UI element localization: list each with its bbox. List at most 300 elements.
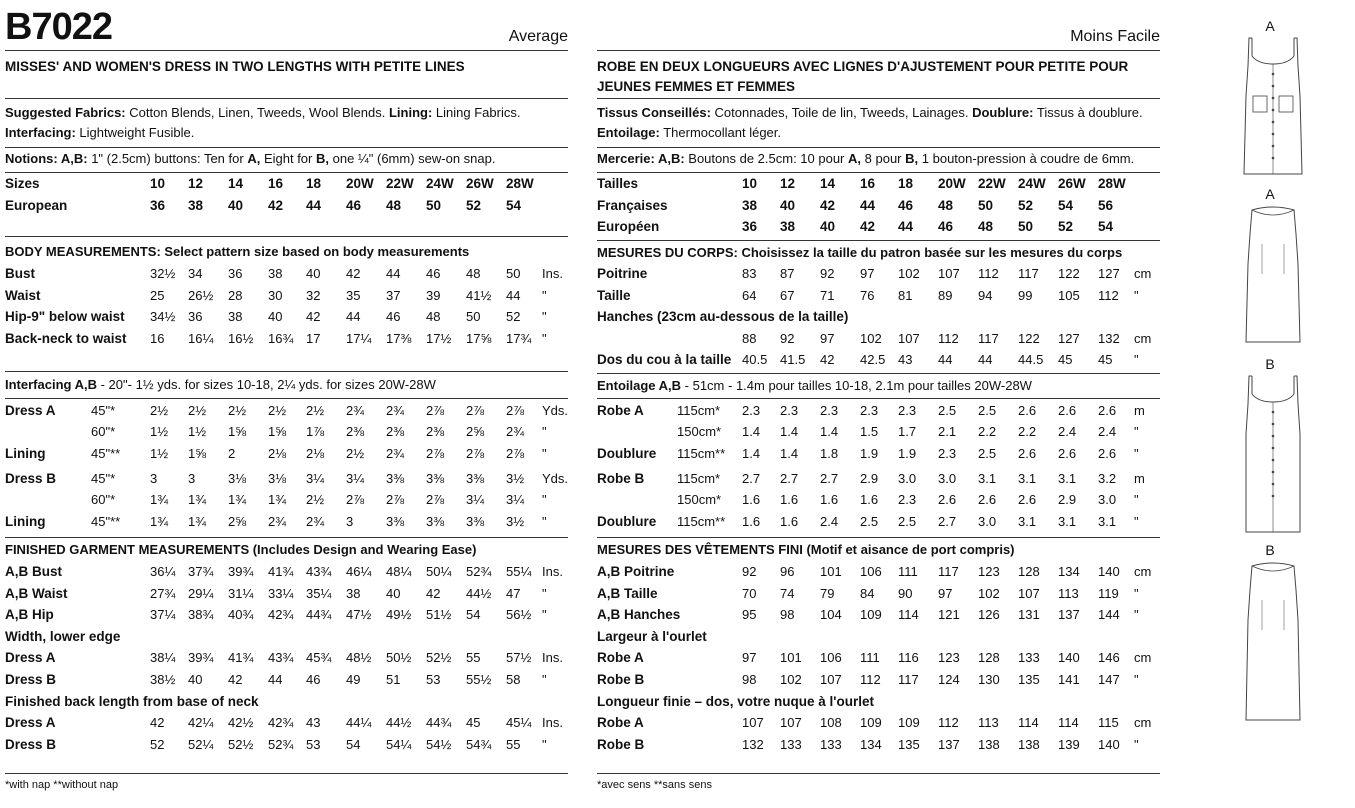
table-cell: 1.6 <box>820 492 839 507</box>
table-cell: 2.6 <box>1058 446 1077 461</box>
row-label: Robe A <box>597 403 644 418</box>
unit-label: " <box>1134 287 1139 303</box>
table-cell: 43¾ <box>306 564 332 579</box>
table-cell: 1¾ <box>150 514 169 529</box>
table-cell: 3 <box>346 514 354 529</box>
row-label: Hanches (23cm au-dessous de la taille) <box>597 309 849 324</box>
table-cell: 102 <box>898 266 920 281</box>
table-cell: 52¼ <box>188 736 214 752</box>
lining-label: Lining: <box>388 105 433 120</box>
size-cell: 48 <box>386 198 402 213</box>
table-cell: 52½ <box>426 650 452 666</box>
size-cell: 56 <box>1098 198 1114 213</box>
table-cell: 1.6 <box>780 514 799 529</box>
unit-label: " <box>1134 352 1139 367</box>
notions-b: B, <box>316 151 329 166</box>
table-cell: 3.0 <box>978 514 997 529</box>
table-cell: 117 <box>898 672 919 687</box>
table-cell: 116 <box>898 650 919 666</box>
sketch-label: A <box>1265 18 1275 34</box>
fabric-width: 115cm* <box>677 471 721 486</box>
table-cell: 2⅞ <box>426 403 445 418</box>
table-cell: 74 <box>780 585 795 601</box>
fabric-width: 115cm** <box>677 446 726 461</box>
table-cell: 16¾ <box>268 330 294 346</box>
row-label: Robe B <box>597 471 645 486</box>
table-cell: 128 <box>1018 564 1040 579</box>
size-cell: 40 <box>228 198 244 213</box>
table-cell: 101 <box>780 650 802 666</box>
fabrics-value: Cotton Blends, Linen, Tweeds, Wool Blends. <box>129 105 386 120</box>
table-cell: 101 <box>820 564 842 579</box>
divider <box>5 398 568 399</box>
notions-a: A, <box>848 151 862 166</box>
table-cell: 50 <box>466 309 481 324</box>
table-cell: 52 <box>506 309 521 324</box>
table-cell: 54 <box>466 607 481 623</box>
difficulty-level: Moins Facile <box>1070 28 1160 45</box>
table-cell: 128 <box>978 650 1000 666</box>
notions-post: 1 bouton-pression à coudre de 6mm. <box>921 151 1135 166</box>
table-cell: 54½ <box>426 736 452 752</box>
row-label: Width, lower edge <box>5 628 121 644</box>
divider <box>597 172 1160 173</box>
table-cell: 2⅝ <box>466 424 485 439</box>
table-cell: 55 <box>466 650 481 666</box>
table-cell: 51½ <box>426 607 452 623</box>
table-cell: 3.2 <box>1098 471 1117 486</box>
table-cell: 1.9 <box>860 446 879 461</box>
dress-a-back-sketch <box>1238 36 1308 176</box>
unit-label: " <box>1134 736 1139 752</box>
row-label: A,B Bust <box>5 564 62 579</box>
divider <box>5 236 568 237</box>
table-cell: 45¼ <box>506 715 532 731</box>
row-label: Doublure <box>597 514 657 529</box>
unit-label: " <box>1134 607 1139 623</box>
table-cell: 92 <box>742 564 757 579</box>
table-cell: 41½ <box>466 287 492 303</box>
unit-label: cm <box>1134 564 1152 579</box>
row-label: Longueur finie – dos, votre nuque à l'ourlet <box>597 693 874 709</box>
table-cell: 1.6 <box>742 492 761 507</box>
size-cell: 24W <box>1018 176 1046 191</box>
table-cell: 2½ <box>188 403 207 418</box>
interfacing-value: Thermocollant léger. <box>663 124 782 140</box>
table-cell: 38½ <box>150 672 176 687</box>
unit-label: " <box>542 287 547 303</box>
size-cell: 48 <box>978 219 994 234</box>
table-cell: 121 <box>938 607 960 623</box>
size-cell: 42 <box>860 219 876 234</box>
table-cell: 1.6 <box>742 514 761 529</box>
row-label: Taille <box>597 287 631 303</box>
table-cell: 2⅞ <box>506 446 525 461</box>
table-cell: 1⅝ <box>188 446 207 461</box>
table-cell: 114 <box>1018 715 1039 731</box>
table-cell: 39¾ <box>188 650 214 666</box>
table-cell: 1⅝ <box>228 424 247 439</box>
table-cell: 2.3 <box>938 446 957 461</box>
table-cell: 111 <box>898 564 918 579</box>
table-cell: 17½ <box>426 330 452 346</box>
table-cell: 54¼ <box>386 736 412 752</box>
size-cell: 38 <box>742 198 758 213</box>
table-cell: 112 <box>1098 287 1119 303</box>
table-cell: 2.4 <box>1058 424 1077 439</box>
table-cell: 44 <box>386 266 401 281</box>
table-cell: 2⅜ <box>426 424 445 439</box>
table-cell: 117 <box>1018 266 1039 281</box>
table-cell: 3.1 <box>1018 514 1037 529</box>
european-label: Européen <box>597 219 660 234</box>
table-cell: 48½ <box>346 650 372 666</box>
table-cell: 53 <box>426 672 441 687</box>
fabrics-label: Tissus Conseillés: <box>597 105 711 120</box>
table-cell: 44¼ <box>346 715 372 731</box>
table-cell: 102 <box>978 585 1000 601</box>
table-cell: 90 <box>898 585 913 601</box>
table-cell: 133 <box>820 736 842 752</box>
unit-label: " <box>542 309 547 324</box>
table-cell: 1.4 <box>780 446 799 461</box>
table-cell: 2.4 <box>1098 424 1117 439</box>
unit-label: cm <box>1134 266 1152 281</box>
size-cell: 46 <box>346 198 362 213</box>
row-label: A,B Poitrine <box>597 564 675 579</box>
table-cell: 2⅞ <box>426 492 445 507</box>
table-cell: 46 <box>386 309 401 324</box>
table-cell: 3.1 <box>1098 514 1117 529</box>
table-cell: 140 <box>1098 736 1120 752</box>
unit-label: " <box>542 424 547 439</box>
finished-measurements-header: FINISHED GARMENT MEASUREMENTS (Includes Design and Wearing Ease) <box>5 542 477 557</box>
interfacing-header <box>597 376 1160 396</box>
divider <box>5 371 568 372</box>
fabric-width: 115cm* <box>677 403 721 418</box>
table-cell: 34 <box>188 266 203 281</box>
size-cell: 42 <box>268 198 284 213</box>
table-cell: 2⅞ <box>466 446 485 461</box>
table-cell: 71 <box>820 287 835 303</box>
table-cell: 87 <box>780 266 795 281</box>
sketch-label: B <box>1265 542 1275 558</box>
divider <box>597 773 1160 774</box>
size-cell: 54 <box>1058 198 1074 213</box>
table-cell: 3.1 <box>978 471 997 486</box>
table-cell: 98 <box>780 607 795 623</box>
fabric-width: 115cm** <box>677 514 726 529</box>
divider <box>597 50 1160 51</box>
row-label: Robe B <box>597 736 645 752</box>
dress-b-back-sketch <box>1238 374 1308 534</box>
table-cell: 79 <box>820 585 835 601</box>
unit-label: m <box>1134 471 1145 486</box>
table-cell: 92 <box>820 266 835 281</box>
table-cell: 17⅜ <box>386 330 412 346</box>
table-cell: 2½ <box>268 403 287 418</box>
table-cell: 64 <box>742 287 757 303</box>
table-cell: 2⅝ <box>228 514 247 529</box>
unit-label: " <box>1134 492 1139 507</box>
size-cell: 20W <box>346 176 374 191</box>
table-cell: 2¾ <box>506 424 525 439</box>
table-cell: 3½ <box>506 471 525 486</box>
size-cell: 10 <box>150 176 166 191</box>
table-cell: 50¼ <box>426 564 452 579</box>
size-cell: 12 <box>780 176 796 191</box>
table-cell: 1⅝ <box>268 424 287 439</box>
difficulty-level: Average <box>508 28 568 45</box>
interfacing-header <box>5 375 568 395</box>
table-cell: 106 <box>860 564 882 579</box>
table-cell: 39¾ <box>228 564 254 579</box>
size-cell: 46 <box>898 198 914 213</box>
table-cell: 32 <box>306 287 321 303</box>
table-cell: 42 <box>426 585 441 601</box>
table-cell: 32½ <box>150 266 176 281</box>
table-cell: 107 <box>938 266 960 281</box>
size-cell: 22W <box>978 176 1006 191</box>
table-cell: 42½ <box>228 715 254 731</box>
table-cell: 135 <box>1018 672 1040 687</box>
sketch-label: B <box>1265 356 1275 372</box>
table-cell: 114 <box>898 607 919 623</box>
row-label: A,B Hanches <box>597 607 681 623</box>
table-cell: 42 <box>150 715 165 731</box>
table-cell: 38¾ <box>188 607 214 623</box>
table-cell: 45 <box>466 715 481 731</box>
table-cell: 3⅜ <box>386 471 405 486</box>
table-cell: 126 <box>978 607 1000 623</box>
table-cell: 1¾ <box>150 492 169 507</box>
table-cell: 3¼ <box>306 471 325 486</box>
row-label: Robe B <box>597 672 645 687</box>
row-label: Waist <box>5 287 41 303</box>
size-cell: 18 <box>898 176 914 191</box>
table-cell: 37¾ <box>188 564 214 579</box>
table-cell: 26½ <box>188 287 214 303</box>
table-cell: 2.4 <box>820 514 839 529</box>
table-cell: 94 <box>978 287 993 303</box>
table-cell: 38¼ <box>150 650 176 666</box>
table-cell: 2¾ <box>386 446 405 461</box>
table-cell: 112 <box>978 266 999 281</box>
table-cell: 124 <box>938 672 960 687</box>
table-cell: 45 <box>1058 352 1073 367</box>
sketch-label: A <box>1265 186 1275 202</box>
size-cell: 28W <box>506 176 534 191</box>
table-cell: 2.3 <box>898 403 917 418</box>
divider <box>5 147 568 148</box>
row-label: Robe A <box>597 650 644 666</box>
table-cell: 40¾ <box>228 607 254 623</box>
fabrics-text <box>597 103 1160 142</box>
size-cell: 22W <box>386 176 414 191</box>
pattern-code: B7022 <box>5 6 112 48</box>
size-cell: 14 <box>228 176 244 191</box>
table-cell: 44 <box>346 309 361 324</box>
table-cell: 2.1 <box>938 424 957 439</box>
table-cell: 2.6 <box>978 492 997 507</box>
table-cell: 44½ <box>386 715 412 731</box>
table-cell: 2½ <box>228 403 247 418</box>
table-cell: 55¼ <box>506 564 532 579</box>
table-cell: 41.5 <box>780 352 806 367</box>
table-cell: 50½ <box>386 650 412 666</box>
unit-label: " <box>1134 446 1139 461</box>
table-cell: 1.7 <box>898 424 917 439</box>
fabric-width: 150cm* <box>677 492 722 507</box>
fabrics-label: Suggested Fabrics: <box>5 105 126 120</box>
size-cell: 42 <box>820 198 836 213</box>
size-cell: 54 <box>506 198 522 213</box>
table-cell: 2.7 <box>780 471 799 486</box>
table-cell: 2¾ <box>386 403 405 418</box>
table-cell: 40 <box>188 672 203 687</box>
table-cell: 147 <box>1098 672 1120 687</box>
table-cell: 43 <box>898 352 913 367</box>
table-cell: 44 <box>506 287 521 303</box>
table-cell: 48 <box>426 309 441 324</box>
table-cell: 49 <box>346 672 361 687</box>
size-cell: 50 <box>978 198 994 213</box>
table-cell: 96 <box>780 564 795 579</box>
table-cell: 132 <box>742 736 764 752</box>
fabric-width: 60"* <box>91 492 116 507</box>
table-cell: 97 <box>820 330 835 346</box>
table-cell: 2.2 <box>978 424 997 439</box>
size-cell: 50 <box>1018 219 1034 234</box>
table-cell: 44 <box>938 352 953 367</box>
table-cell: 46¼ <box>346 564 372 579</box>
table-cell: 3.1 <box>1058 471 1077 486</box>
table-cell: 42¾ <box>268 607 294 623</box>
table-cell: 44 <box>978 352 993 367</box>
table-cell: 102 <box>780 672 802 687</box>
size-cell: 16 <box>268 176 284 191</box>
size-cell: 54 <box>1098 219 1114 234</box>
table-cell: 122 <box>1018 330 1040 346</box>
row-label: A,B Hip <box>5 607 54 623</box>
finished-measurements-header: MESURES DES VÊTEMENTS FINI (Motif et aisance de port compris) <box>597 542 1015 557</box>
size-cell: 36 <box>742 219 758 234</box>
table-cell: 98 <box>742 672 757 687</box>
table-cell: 1½ <box>150 446 169 461</box>
size-cell: 40 <box>820 219 836 234</box>
fabric-width: 45"* <box>91 403 116 418</box>
unit-label: cm <box>1134 715 1152 731</box>
table-cell: 2.3 <box>820 403 839 418</box>
table-cell: 133 <box>780 736 802 752</box>
table-cell: 3⅜ <box>466 514 485 529</box>
table-cell: 2.5 <box>938 403 957 418</box>
table-cell: 2.3 <box>742 403 761 418</box>
table-cell: 43¾ <box>268 650 294 666</box>
table-cell: 2.5 <box>978 446 997 461</box>
unit-label: Ins. <box>542 650 563 666</box>
table-cell: 2.6 <box>1058 403 1077 418</box>
table-cell: 3.0 <box>898 471 917 486</box>
table-cell: 2.7 <box>938 514 957 529</box>
table-cell: 44¾ <box>426 715 452 731</box>
fabric-width: 60"* <box>91 424 116 439</box>
table-cell: 35 <box>346 287 361 303</box>
table-cell: 2.2 <box>1018 424 1037 439</box>
table-cell: 35¼ <box>306 585 332 601</box>
size-cell: 46 <box>938 219 954 234</box>
size-cell: 16 <box>860 176 876 191</box>
table-cell: 2⅜ <box>346 424 365 439</box>
table-cell: 140 <box>1058 650 1080 666</box>
unit-label: " <box>542 585 547 601</box>
table-cell: 97 <box>938 585 953 601</box>
table-cell: 107 <box>742 715 764 731</box>
table-cell: 140 <box>1098 564 1120 579</box>
table-cell: 107 <box>1018 585 1040 601</box>
interfacing-header-text: - 51cm - 1.4m pour tailles 10-18, 2.1m pour tailles 20W-28W <box>684 378 1032 393</box>
divider <box>597 147 1160 148</box>
table-cell: 144 <box>1098 607 1120 623</box>
size-cell: 20W <box>938 176 966 191</box>
table-cell: 119 <box>1098 585 1119 601</box>
table-cell: 2.5 <box>898 514 917 529</box>
table-cell: 2.6 <box>1018 403 1037 418</box>
unit-label: Ins. <box>542 564 563 579</box>
table-cell: 146 <box>1098 650 1120 666</box>
row-label: Doublure <box>597 446 657 461</box>
table-cell: 52¾ <box>466 564 492 579</box>
row-label: Dress A <box>5 650 56 666</box>
unit-label: " <box>542 514 547 529</box>
table-cell: 54¾ <box>466 736 492 752</box>
table-cell: 17⅝ <box>466 330 492 346</box>
table-cell: 107 <box>820 672 842 687</box>
table-cell: 27¾ <box>150 585 176 601</box>
table-cell: 117 <box>978 330 999 346</box>
size-cell: 44 <box>860 198 876 213</box>
table-cell: 108 <box>820 715 842 731</box>
table-cell: 105 <box>1058 287 1080 303</box>
sizes-label: Sizes <box>5 176 40 191</box>
divider <box>597 398 1160 399</box>
table-cell: 1.5 <box>860 424 879 439</box>
table-cell: 38 <box>346 585 361 601</box>
unit-label: " <box>542 736 547 752</box>
body-measurements-header: MESURES DU CORPS: Choisissez la taille du patron basée sur les mesures du corps <box>597 245 1123 260</box>
interfacing-value: Lightweight Fusible. <box>79 124 195 140</box>
row-label: A,B Taille <box>597 585 658 601</box>
table-cell: 104 <box>820 607 842 623</box>
table-cell: 102 <box>860 330 882 346</box>
notions-text <box>5 149 568 169</box>
table-cell: 47½ <box>346 607 372 623</box>
table-cell: 123 <box>978 564 1000 579</box>
size-cell: 52 <box>1058 219 1074 234</box>
table-cell: 1.4 <box>742 424 761 439</box>
table-cell: 46 <box>426 266 441 281</box>
table-cell: 36¼ <box>150 564 176 579</box>
table-cell: 2½ <box>346 446 365 461</box>
lining-value: Tissus à doublure. <box>1036 105 1143 120</box>
table-cell: 2 <box>228 446 236 461</box>
size-cell: 38 <box>780 219 796 234</box>
table-cell: 122 <box>1058 266 1080 281</box>
table-cell: 2.6 <box>1018 446 1037 461</box>
table-cell: 47 <box>506 585 521 601</box>
notions-mid: Eight for <box>263 151 313 166</box>
table-cell: 123 <box>938 650 960 666</box>
